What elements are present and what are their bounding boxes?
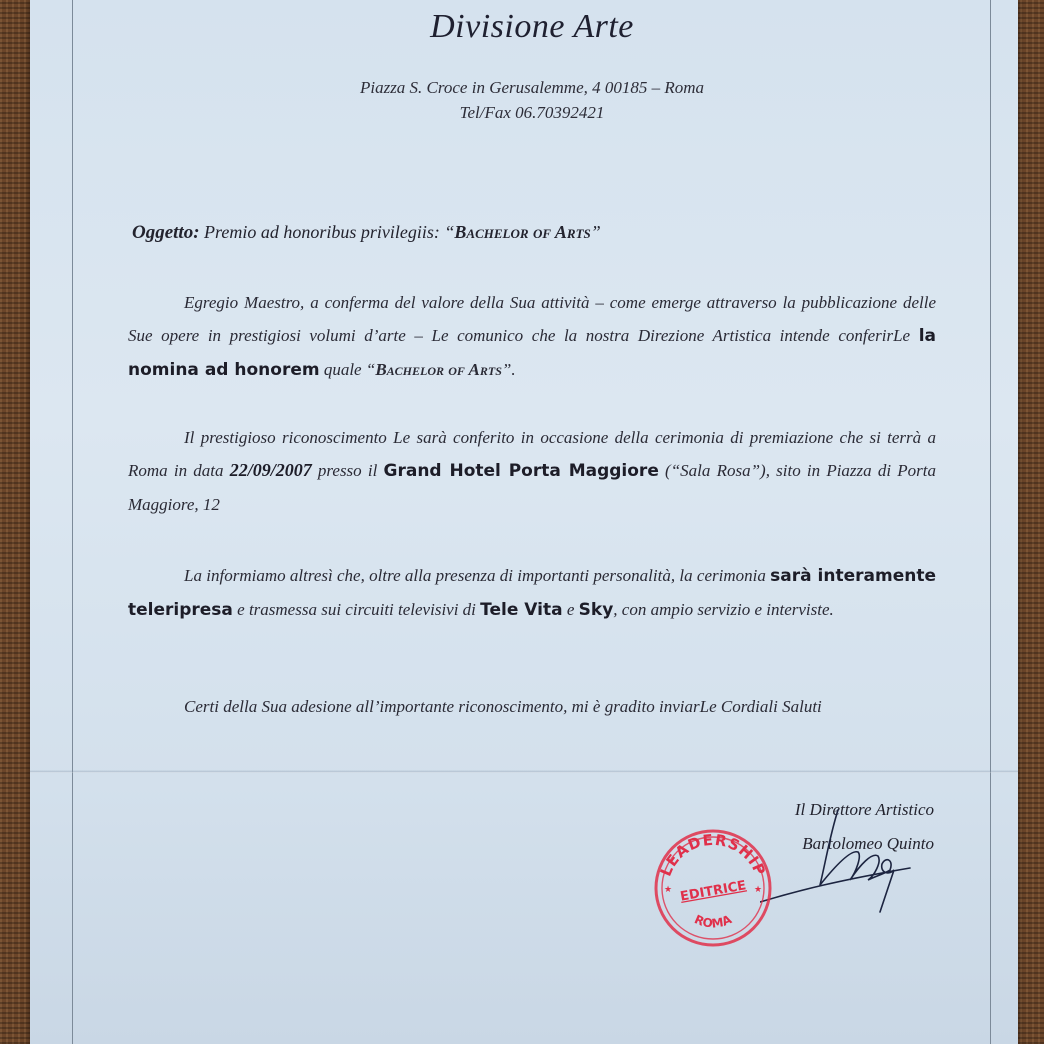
letterhead-title: Divisione Arte (430, 8, 634, 45)
director-name: Bartolomeo Quinto (802, 834, 934, 853)
p1-nomina: la nomina ad honorem (128, 326, 936, 380)
p1-text-a: Egregio Maestro, a conferma del valore della Sua attività – come emerge attraverso la pubblicazione delle Sue opere in prestigiosi volumi d’arte – Le comunico che la nostra Direzione Artistica intende conferirLe (128, 293, 936, 345)
p1-text-c: quale “ (319, 360, 376, 379)
paragraph-4 (128, 690, 936, 723)
signature-stroke (760, 810, 910, 912)
stamp-middle-text: EDITRICE (679, 878, 748, 905)
letterhead-telfax: Tel/Fax 06.70392421 (459, 103, 605, 122)
p3-text-c: e trasmessa sui circuiti televisivi di (232, 600, 481, 619)
p4-text: Certi della Sua adesione all’importante riconoscimento, mi è gradito inviarLe Cordiali Saluti (184, 697, 822, 716)
publisher-stamp (650, 826, 776, 948)
p3-text-a: La informiamo altresì che, oltre alla presenza di importanti personalità, la cerimonia (184, 566, 771, 585)
p3-text-g: , con ampio servizio e interviste. (613, 600, 834, 619)
paragraph-2 (128, 421, 936, 521)
paragraph-3 (128, 559, 936, 627)
p2-date: 22/09/2007 (229, 460, 312, 480)
stamp-star-left: ★ (664, 885, 673, 895)
stamp-star-right: ★ (754, 885, 763, 895)
left-margin-line (72, 0, 73, 1044)
subject-close: ” (590, 222, 601, 242)
p3-teleripresa: sarà interamente teleripresa (128, 566, 936, 620)
stamp-top-text: LEADERSHIP (656, 830, 770, 879)
director-role: Il Direttore Artistico (794, 800, 934, 819)
paragraph-1 (128, 286, 936, 387)
subject-line (132, 222, 601, 244)
right-margin-line (990, 0, 991, 1044)
letterhead-address: Piazza S. Croce in Gerusalemme, 4 00185 – Roma (359, 78, 705, 97)
p3-televita: Tele Vita (480, 600, 563, 620)
p2-text-a: Il prestigioso riconoscimento Le sarà conferito in occasione della cerimonia di premiazione che si terrà a Roma in data (128, 428, 936, 480)
p1-award: Bachelor of Arts (375, 360, 502, 379)
subject-label: Oggetto: (132, 222, 200, 243)
p2-venue: Grand Hotel Porta Maggiore (383, 461, 659, 481)
subject-text: Premio ad honoribus privilegiis: “ (199, 222, 455, 242)
paper-fold (30, 770, 1018, 773)
p3-text-e: e (562, 600, 579, 619)
p3-sky: Sky (578, 600, 614, 620)
handwritten-signature (760, 790, 930, 920)
p2-text-c: (“Sala Rosa”), sito in Piazza di Porta Maggiore, 12 (128, 461, 937, 514)
stamp-bottom-text: ROMA (692, 912, 734, 931)
subject-award: Bachelor of Arts (454, 222, 591, 242)
p2-text-b: presso il (311, 461, 384, 480)
p1-text-e: ”. (501, 360, 516, 379)
